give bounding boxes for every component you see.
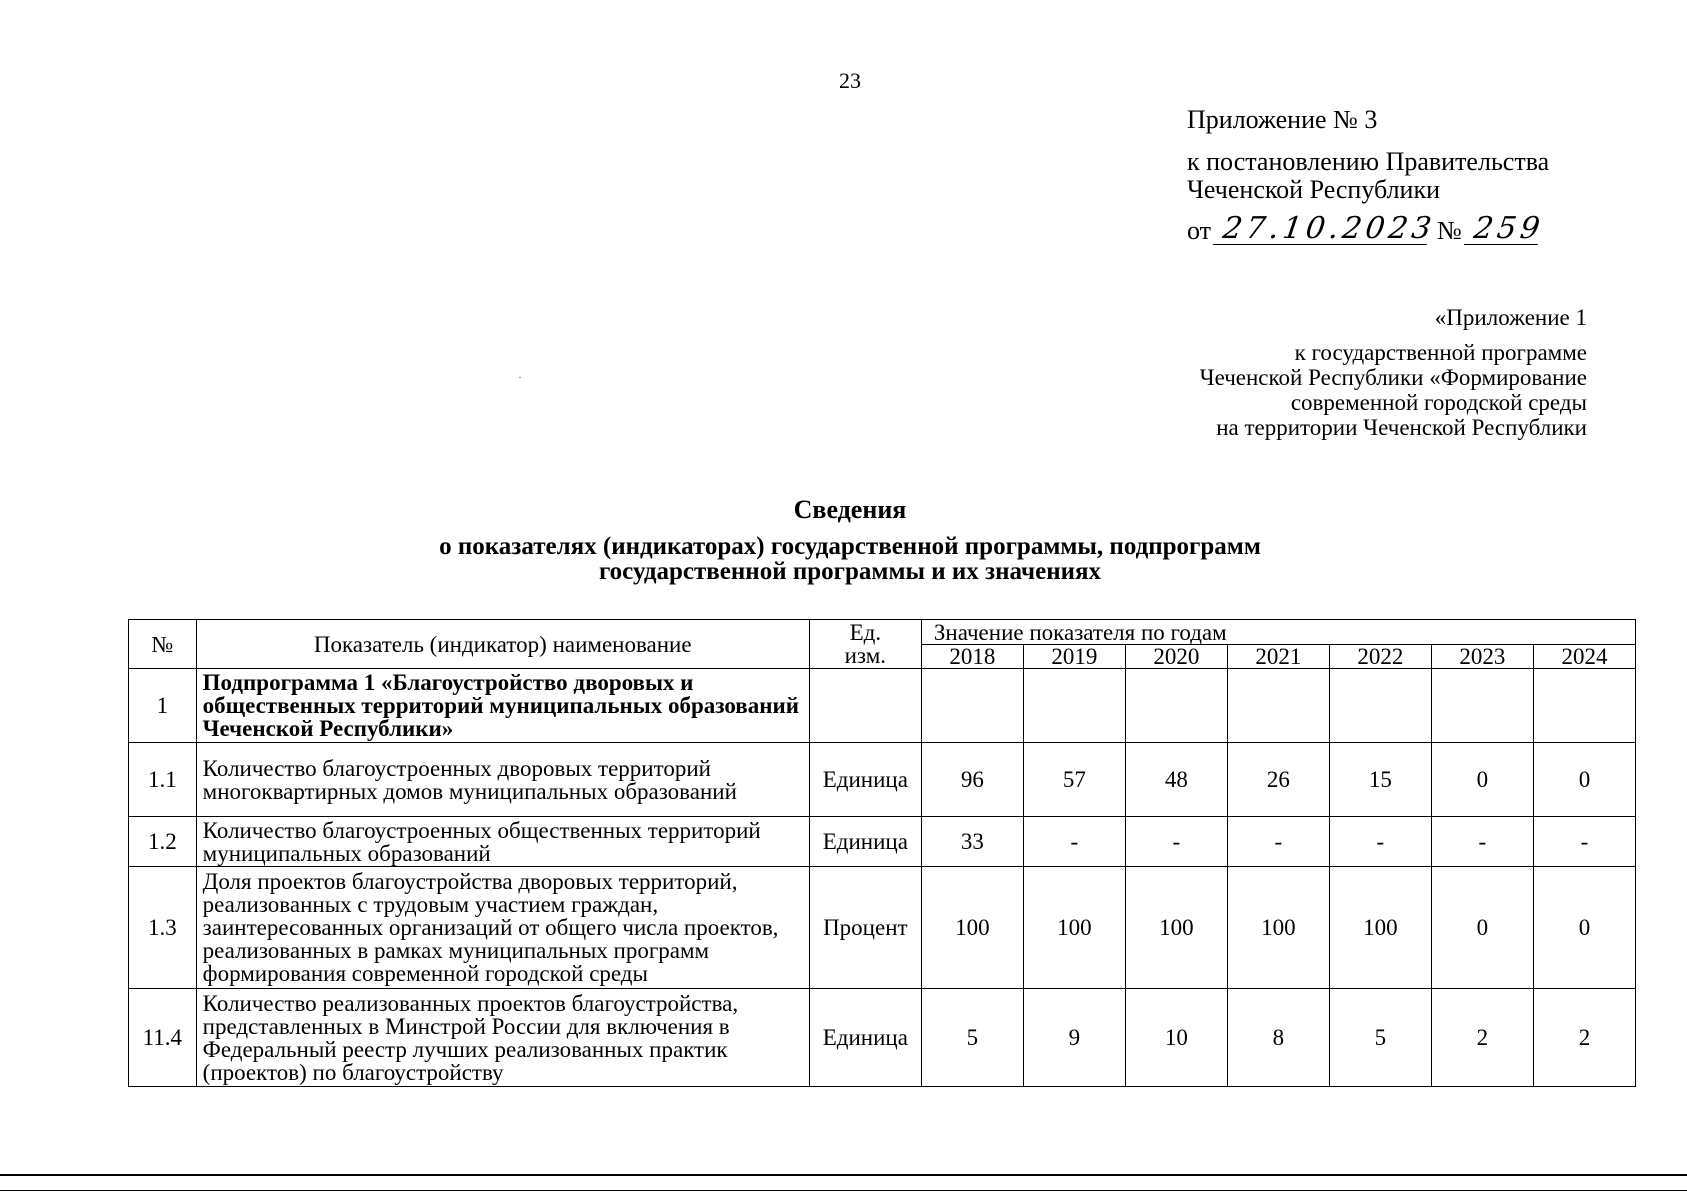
row-value: 100: [1023, 867, 1125, 989]
page-number: 23: [839, 68, 861, 93]
annex-reference: [1200, 305, 1587, 440]
row-value: [1125, 669, 1227, 743]
row-name: Доля проектов благоустройства дворовых территорий, реализованных с трудовым участием граждан, заинтересованных организаций от общего числа проектов, реализованных в рамках муниципальных программ формирования современной городской среды: [196, 867, 809, 989]
row-value: -: [1533, 817, 1635, 867]
header-values-by-year: Значение показателя по годам: [921, 620, 1635, 645]
row-name: Количество реализованных проектов благоустройства, представленных в Минстрой России для включения в Федеральный реестр лучших реализованных практик (проектов) по благоустройству: [196, 989, 809, 1087]
handwritten-number: 259: [1464, 214, 1542, 245]
annex-line: на территории Чеченской Республики: [1216, 415, 1587, 440]
footer-rule: [0, 1190, 1687, 1191]
row-value: 0: [1533, 743, 1635, 817]
header-unit: [809, 620, 921, 669]
row-value: 96: [921, 743, 1023, 817]
row-unit: Процент: [809, 867, 921, 989]
header-year: 2022: [1329, 645, 1431, 669]
row-no: 1.3: [129, 867, 197, 989]
indicators-table: [128, 619, 1636, 1087]
header-unit-line2: изм.: [844, 643, 886, 668]
header-year: 2020: [1125, 645, 1227, 669]
header-name: Показатель (индикатор) наименование: [196, 620, 809, 669]
table-row: [129, 669, 1636, 743]
row-value: 100: [1329, 867, 1431, 989]
scan-speck: [519, 377, 521, 378]
row-name: Подпрограмма 1 «Благоустройство дворовых и общественных территорий муниципальных образований Чеченской Республики»: [196, 669, 809, 743]
row-unit: Единица: [809, 743, 921, 817]
header-year: 2021: [1227, 645, 1329, 669]
table-row: [129, 743, 1636, 817]
table-row: [129, 817, 1636, 867]
appendix-header: [1187, 106, 1607, 245]
title-line1: о показателях (индикаторах) государственной программы, подпрограмм: [439, 533, 1261, 560]
row-unit: Единица: [809, 817, 921, 867]
appendix-date-number: [1187, 211, 1607, 246]
row-value: 0: [1431, 867, 1533, 989]
date-prefix: от: [1187, 216, 1212, 245]
row-value: 0: [1431, 743, 1533, 817]
row-value: 57: [1023, 743, 1125, 817]
row-value: -: [1023, 817, 1125, 867]
header-no: №: [129, 620, 197, 669]
row-value: [1533, 669, 1635, 743]
title-main: Сведения: [793, 495, 907, 524]
header-year: 2019: [1023, 645, 1125, 669]
appendix-title: Приложение № 3: [1187, 105, 1378, 134]
row-no: 1: [129, 669, 197, 743]
annex-line: Чеченской Республики «Формирование: [1199, 365, 1587, 390]
row-name: Количество благоустроенных дворовых территорий многоквартирных домов муниципальных образований: [196, 743, 809, 817]
handwritten-date: 27.10.2023: [1213, 214, 1431, 245]
row-unit: Единица: [809, 989, 921, 1087]
header-year: 2024: [1533, 645, 1635, 669]
annex-title: «Приложение 1: [1434, 305, 1587, 330]
header-year: 2018: [921, 645, 1023, 669]
footer-rule: [0, 1174, 1687, 1176]
header-year: 2023: [1431, 645, 1533, 669]
row-value: -: [1227, 817, 1329, 867]
row-no: 1.2: [129, 817, 197, 867]
row-value: 9: [1023, 989, 1125, 1087]
row-name: Количество благоустроенных общественных территорий муниципальных образований: [196, 817, 809, 867]
row-value: [1023, 669, 1125, 743]
row-value: 33: [921, 817, 1023, 867]
row-value: 100: [1227, 867, 1329, 989]
row-value: -: [1125, 817, 1227, 867]
annex-line: к государственной программе: [1294, 340, 1587, 365]
row-no: 11.4: [129, 989, 197, 1087]
row-value: [1329, 669, 1431, 743]
table-row: [129, 867, 1636, 989]
row-value: 0: [1533, 867, 1635, 989]
row-value: 10: [1125, 989, 1227, 1087]
appendix-line1: к постановлению Правительства: [1187, 147, 1550, 176]
row-value: 5: [921, 989, 1023, 1087]
row-unit: [809, 669, 921, 743]
header-unit-line1: Ед.: [849, 620, 882, 645]
row-value: [921, 669, 1023, 743]
row-value: [1431, 669, 1533, 743]
row-value: 8: [1227, 989, 1329, 1087]
number-sign: №: [1437, 216, 1462, 245]
row-no: 1.1: [129, 743, 197, 817]
appendix-line2: Чеченской Республики: [1187, 175, 1441, 204]
row-value: 2: [1533, 989, 1635, 1087]
document-title: [0, 497, 1687, 584]
row-value: 15: [1329, 743, 1431, 817]
row-value: 48: [1125, 743, 1227, 817]
row-value: 2: [1431, 989, 1533, 1087]
row-value: 100: [921, 867, 1023, 989]
annex-line: современной городской среды: [1290, 390, 1587, 415]
title-line2: государственной программы и их значениях: [598, 558, 1102, 585]
row-value: -: [1329, 817, 1431, 867]
row-value: -: [1431, 817, 1533, 867]
table-row: [129, 989, 1636, 1087]
row-value: 5: [1329, 989, 1431, 1087]
row-value: [1227, 669, 1329, 743]
row-value: 100: [1125, 867, 1227, 989]
row-value: 26: [1227, 743, 1329, 817]
